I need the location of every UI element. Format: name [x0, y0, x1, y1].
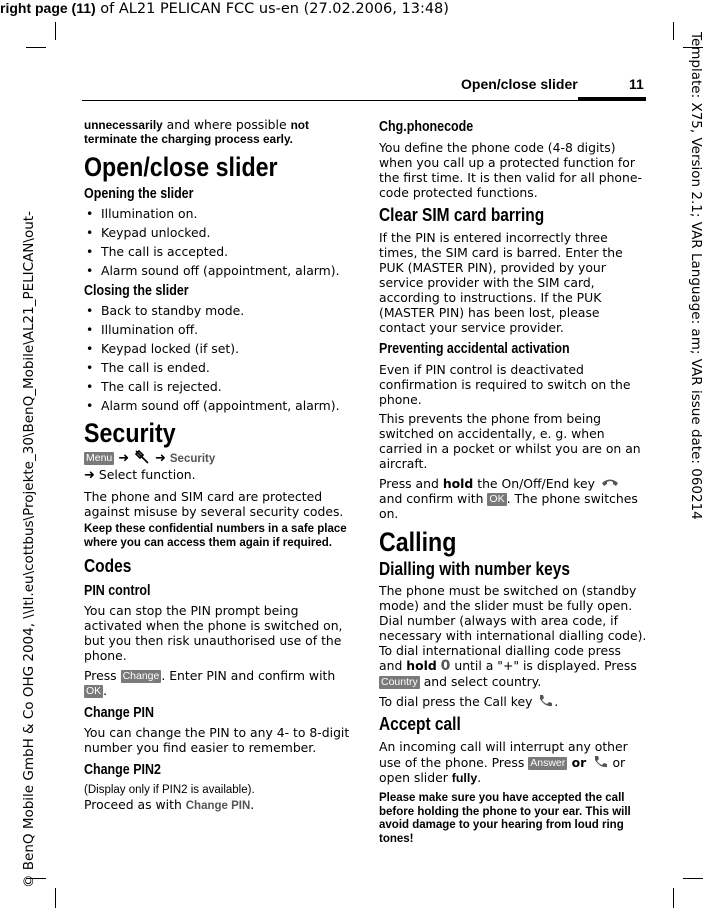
page-number: 11 [629, 76, 644, 92]
change-pin-link: Change PIN [185, 800, 251, 812]
heading-pin-control: PIN control [84, 583, 151, 599]
ok-key: OK [86, 685, 102, 697]
change-key: Change [122, 670, 160, 682]
list-item: • Alarm sound off (appointment, alarm). [84, 263, 356, 278]
dialling-text: The phone must be switched on (standby mode) and the slider must be fully open. Dial number (always with area code, if necessary with international dialling code). To dial international dialling code press and hold 0 until a "+" is displayed. Press Country and select country. [379, 583, 647, 689]
dial-call-text: To dial press the Call key . [379, 694, 559, 709]
copyright-margin: © BenQ Mobile GmbH & Co OHG 2004, \\Itl.eu\cottbus\Projekte_30\BenQ_Mobile\AL21_PELICAN\out- [21, 211, 37, 888]
crop-mark [55, 888, 56, 908]
left-column [84, 118, 356, 814]
security-menu-item: Security [169, 453, 216, 465]
chg-phonecode-text: You define the phone code (4-8 digits) when you call up a protected function for the first time. It is then valid for all phone-code protected functions. [379, 140, 642, 200]
list-item: • Keypad locked (if set). [84, 341, 356, 356]
list-item: • The call is rejected. [84, 379, 356, 394]
crop-mark [55, 22, 56, 40]
list-item: • The call is ended. [84, 360, 356, 375]
pin-instructions: Press Change . Enter PIN and confirm with OK . [84, 668, 336, 698]
intro-text: unnecessarily and where possible not terminate the charging process early. [84, 117, 309, 146]
list-item: • The call is accepted. [84, 244, 356, 259]
list-item: • Keypad unlocked. [84, 225, 356, 240]
accept-text: An incoming call will interrupt any other use of the phone. Press Answer or or open slider fully. [379, 739, 628, 785]
call-key-icon [536, 693, 554, 709]
prevent-text-2: This prevents the phone from being switched on accidentally, e. g. when carried in a pocket or whilst you are on an aircraft. [379, 411, 641, 471]
heading-change-pin: Change PIN [84, 705, 154, 721]
list-item: • Illumination off. [84, 322, 356, 337]
security-text: The phone and SIM card are protected against misuse by several security codes. [84, 489, 344, 519]
template-margin: Template: X75, Version 2.1; VAR Language: am; VAR issue date: 060214 [688, 32, 704, 520]
header-rule [82, 100, 646, 101]
crop-mark [683, 878, 703, 879]
running-title: Open/close slider [461, 76, 578, 92]
arrow-right-icon: ➜ [155, 451, 166, 466]
right-column [379, 118, 647, 846]
heading-change-pin2: Change PIN2 [84, 762, 161, 778]
heading-opening: Opening the slider [84, 186, 194, 202]
menu-key: Menu [86, 452, 113, 464]
crop-mark [673, 22, 674, 40]
arrow-right-icon: ➜ [118, 451, 130, 466]
clear-sim-text: If the PIN is entered incorrectly three times, the SIM card is barred. Enter the PUK (MASTER PIN), provided by your service provider with the SIM card, according to instructions. If the PUK (MASTER PIN) has been lost, please contact your service provider. [379, 230, 623, 335]
opening-list [84, 206, 356, 278]
heading-preventing-activation: Preventing accidental activation [379, 341, 570, 357]
pin2-proceed: Proceed as with Change PIN. [84, 797, 255, 812]
answer-key: Answer [530, 757, 566, 769]
prevent-instructions: Press and hold the On/Off/End key and confirm with OK . The phone switches on. [379, 476, 638, 521]
change-pin-text: You can change the PIN to any 4- to 8-digit number you find easier to remember. [84, 725, 350, 755]
closing-list [84, 303, 356, 413]
zero-key: 0 [440, 658, 451, 674]
heading-accept-call: Accept call [379, 714, 461, 734]
heading-calling: Calling [379, 527, 457, 557]
select-function-line: ➜ Select function. [84, 467, 196, 483]
heading-chg-phonecode: Chg.phonecode [379, 119, 474, 135]
heading-security: Security [84, 418, 176, 448]
pin2-note: (Display only if PIN2 is available). [84, 784, 255, 796]
heading-codes: Codes [84, 556, 132, 576]
accept-note: Please make sure you have accepted the call before holding the phone to your ear. This will avoid damage to your hearing from loud ring tones! [379, 792, 631, 845]
heading-open-close-slider: Open/close slider [84, 152, 278, 182]
arrow-right-icon: ➜ [84, 468, 95, 483]
heading-clear-sim-barring: Clear SIM card barring [379, 205, 545, 225]
file-info: right page (11) of AL21 PELICAN FCC us-en (27.02.2006, 13:48) [0, 0, 449, 17]
prevent-text-1: Even if PIN control is deactivated confirmation is required to switch on the phone. [379, 362, 631, 407]
crop-mark [26, 47, 46, 48]
country-key: Country [381, 676, 418, 688]
end-call-key-icon [599, 475, 621, 491]
ok-key: OK [489, 493, 505, 505]
security-nav-path [84, 449, 356, 467]
pin-text: You can stop the PIN prompt being activated when the phone is switched on, but you then risk unauthorised use of the phone. [84, 603, 343, 663]
list-item: • Back to standby mode. [84, 303, 356, 318]
page-number-bar [578, 97, 646, 101]
heading-closing: Closing the slider [84, 283, 189, 299]
list-item: • Illumination on. [84, 206, 356, 221]
crop-mark [673, 888, 674, 908]
call-key-icon [591, 754, 609, 770]
security-note: Keep these confidential numbers in a safe place where you can access them again if required. [84, 523, 347, 549]
heading-dialling: Dialling with number keys [379, 559, 570, 579]
wrench-icon [133, 449, 151, 465]
list-item: • Alarm sound off (appointment, alarm). [84, 398, 356, 413]
